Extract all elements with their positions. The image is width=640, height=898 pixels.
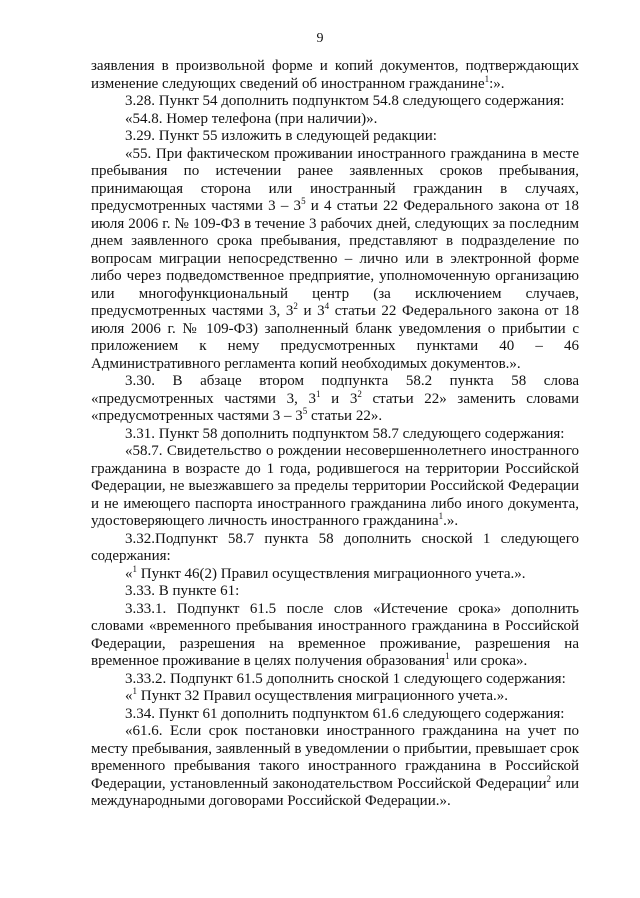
paragraph: 3.29. Пункт 55 изложить в следующей редакции: bbox=[125, 128, 437, 144]
paragraph: «54.8. Номер телефона (при наличии)». bbox=[125, 110, 378, 127]
paragraph: 3.33.2. Подпункт 61.5 дополнить сноской 1 следующего содержания: bbox=[125, 670, 566, 687]
paragraph: «61.6. Если срок постановки иностранного гражданина на учет по месту пребывания, заявленный в уведомлении о прибытии, превышает срок временного пребывания такого иностранного гражданина в Российской Федерации, установленный законодательством Российской Федерации$^2$ или международными договорами Российской Федерации.». bbox=[91, 723, 579, 809]
paragraph: 3.34. Пункт 61 дополнить подпунктом 61.6 следующего содержания: bbox=[125, 705, 565, 722]
paragraph: 3.33.1. Подпункт 61.5 после слов «Истечение срока» дополнить словами «временного пребывания иностранного гражданина в Российской Федерации, разрешения на временное проживание, разрешения на временное проживание в целях получения образования$^1$ или срока». bbox=[91, 600, 579, 669]
paragraph: 3.31. Пункт 58 дополнить подпунктом 58.7 следующего содержания: bbox=[125, 425, 565, 442]
paragraph: «55. При фактическом проживании иностранного гражданина в месте пребывания по истечении ранее заявленных сроков пребывания, принимающая сторона или иностранный гражданин в случаях, предусмотренных частями $3 - 3^5$ и 4 статьи 22 Федерального закона от 18 июля 2006 г. № 109-ФЗ в течение 3 рабочих дней, следующих за последним днем заявленного срока пребывания, представляют в подразделение по вопросам миграции непосредственно – лично или в электронной форме либо через подведомственное предприятие, уполномоченную организацию или многофункциональный центр (за исключением случаев, предусмотренных частями 3, $3^2$ и $3^4$ статьи 22 Федерального закона от 18 июля 2006 г. № 109-ФЗ) заполненный бланк уведомления о прибытии с приложением к нему предусмотренных пунктами 40 – 46 Административного регламента копий необходимых документов.». bbox=[91, 145, 579, 372]
document-body bbox=[91, 58, 579, 811]
paragraph: «$^1$ Пункт 32 Правил осуществления миграционного учета.». bbox=[125, 686, 509, 704]
paragraph: 3.30. В абзаце втором подпункта 58.2 пункта 58 слова «предусмотренных частями 3, $3^1$ и $3^2$ статьи 22» заменить словами «предусмотренных частями $3 - 3^5$ статьи 22». bbox=[91, 373, 579, 424]
paragraph: заявления в произвольной форме и копий документов, подтверждающих изменение следующих сведений об иностранном гражданине$^1$:». bbox=[91, 58, 579, 92]
paragraph: 3.33. В пункте 61: bbox=[125, 583, 240, 599]
paragraph: «58.7. Свидетельство о рождении несовершеннолетнего иностранного гражданина в возрасте до 1 года, родившегося на территории Российской Федерации, не выезжавшего за пределы территории Российской Федерации и не имеющего паспорта иностранного гражданина либо иного документа, удостоверяющего личность иностранного гражданина$^1$.». bbox=[91, 443, 579, 529]
paragraph: 3.32.Подпункт 58.7 пункта 58 дополнить сноской 1 следующего содержания: bbox=[91, 530, 579, 564]
paragraph: 3.28. Пункт 54 дополнить подпунктом 54.8 следующего содержания: bbox=[125, 93, 565, 109]
page-number: 9 bbox=[316, 31, 324, 46]
paragraph: «$^1$ Пункт 46(2) Правил осуществления миграционного учета.». bbox=[125, 563, 526, 582]
